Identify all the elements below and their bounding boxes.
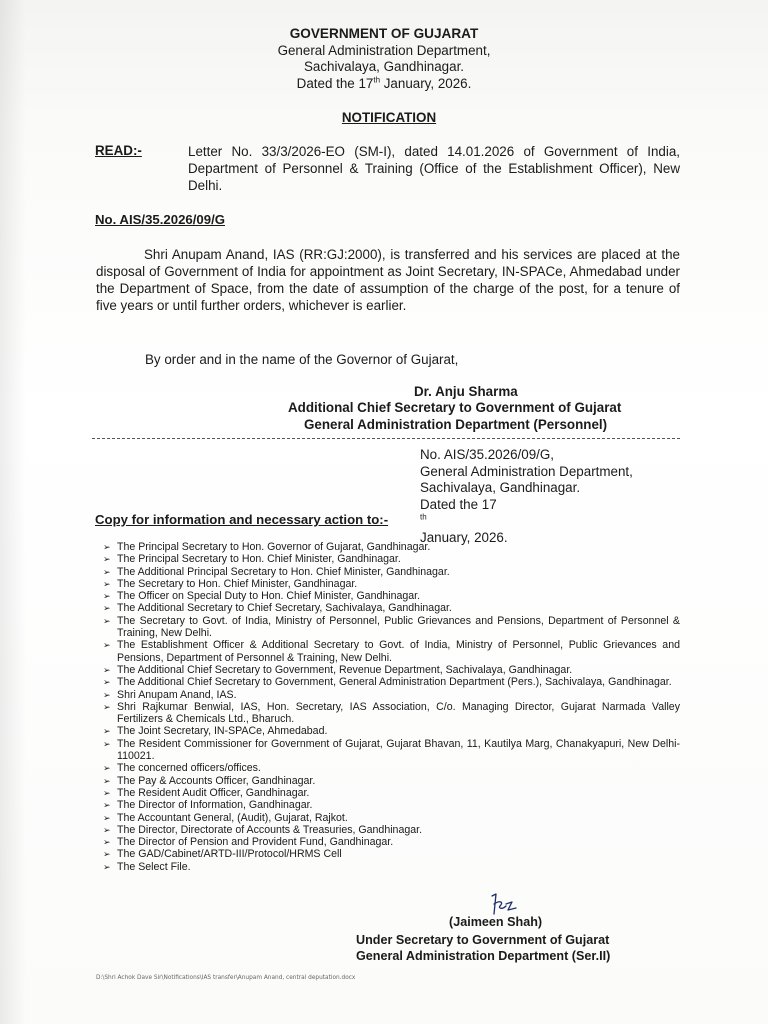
bullet-arrow-icon: ➢ (103, 763, 111, 774)
bullet-arrow-icon: ➢ (103, 812, 111, 823)
distribution-item-text: The Additional Chief Secretary to Government, General Administration Department (Pers.), Sachivalaya, Gandhinagar. (117, 676, 672, 689)
distribution-item (103, 578, 680, 590)
distribution-item (103, 590, 680, 602)
date-prefix: Dated the 17 (296, 75, 374, 91)
reference-place: Sachivalaya, Gandhinagar. (420, 480, 581, 495)
distribution-item-text: The Director of Pension and Provident Fund, Gandhinagar. (117, 836, 394, 849)
reference-date-superscript: th (420, 512, 427, 522)
reference-department: General Administration Department, (420, 463, 633, 479)
distribution-item-text: The Additional Chief Secretary to Government, Revenue Department, Sachivalaya, Gandhinagar. (117, 663, 573, 676)
distribution-item-text: The Principal Secretary to Hon. Chief Minister, Gandhinagar. (117, 553, 401, 566)
file-path-footer: D:\Shri Achok Dave Sir\Notifications\IAS transfer\Anupam Anand, central deputation.docx (96, 975, 356, 981)
copy-to-heading: Copy for information and necessary action to:- (95, 512, 389, 527)
distribution-item-text: The Joint Secretary, IN-SPACe, Ahmedabad. (117, 725, 328, 738)
signatory-department: General Administration Department (Personnel) (304, 417, 608, 432)
date-superscript: th (373, 75, 381, 85)
distribution-item (103, 676, 680, 688)
bullet-arrow-icon: ➢ (103, 615, 111, 626)
distribution-item (103, 799, 680, 811)
place-line: Sachivalaya, Gandhinagar. (303, 59, 465, 74)
distribution-item-text: The Director, Directorate of Accounts & Treasuries, Gandhinagar. (117, 823, 423, 836)
reference-date-prefix: Dated the 17 (420, 496, 497, 512)
read-label (95, 143, 142, 158)
distribution-item (103, 787, 680, 799)
distribution-item (103, 602, 680, 614)
distribution-item-text: The Director of Information, Gandhinagar. (117, 799, 313, 812)
distribution-item (103, 812, 680, 824)
distribution-item-text: The Additional Principal Secretary to Hon. Chief Minister, Gandhinagar. (117, 565, 450, 578)
distribution-item (103, 639, 680, 664)
date-suffix: January, 2026. (380, 75, 472, 91)
read-reference-text: Letter No. 33/3/2026-EO (SM-I), dated 14.01.2026 of Government of India, Department of Personnel & Training (Office of the Establishment Officer), New Delhi. (188, 144, 680, 193)
distribution-item-text: The Officer on Special Duty to Hon. Chief Minister, Gandhinagar. (117, 590, 421, 603)
bullet-arrow-icon: ➢ (103, 824, 111, 835)
bullet-arrow-icon: ➢ (103, 566, 111, 577)
bullet-arrow-icon: ➢ (103, 542, 111, 552)
government-title: GOVERNMENT OF GUJARAT (289, 26, 479, 41)
by-order-line: By order and in the name of the Governor of Gujarat, (145, 352, 459, 367)
distribution-item-text: The Select File. (117, 860, 191, 873)
distribution-item (103, 762, 680, 774)
distribution-item-text: The GAD/Cabinet/ARTD-III/Protocol/HRMS Cell (117, 848, 342, 861)
distribution-item (103, 861, 680, 873)
bullet-arrow-icon: ➢ (103, 837, 111, 848)
signatory-name: Dr. Anju Sharma (414, 384, 518, 399)
distribution-item-text: Shri Anupam Anand, IAS. (117, 688, 237, 701)
distribution-item-text: Shri Rajkumar Benwial, IAS, Hon. Secretary, IAS Association, C/o. Managing Director, Gujarat Narmada Valley Fertilizers & Chemicals Ltd., Bharuch. (117, 700, 680, 726)
bullet-arrow-icon: ➢ (103, 554, 111, 565)
bullet-arrow-icon: ➢ (103, 578, 111, 589)
bullet-arrow-icon: ➢ (103, 701, 111, 712)
distribution-item-text: The Accountant General, (Audit), Gujarat, Rajkot. (117, 811, 348, 824)
bullet-arrow-icon: ➢ (103, 787, 111, 798)
distribution-item (103, 664, 680, 676)
bullet-arrow-icon: ➢ (103, 689, 111, 700)
bullet-arrow-icon: ➢ (103, 849, 111, 860)
bullet-arrow-icon: ➢ (103, 800, 111, 811)
reference-number: No. AIS/35.2026/09/G, (420, 447, 554, 462)
notification-heading: NOTIFICATION (341, 110, 437, 125)
bullet-arrow-icon: ➢ (103, 640, 111, 651)
page-edge-shadow (0, 0, 26, 1024)
distribution-item (103, 738, 680, 763)
bullet-arrow-icon: ➢ (103, 603, 111, 614)
distribution-item-text: The Resident Commissioner for Government of Gujarat, Gujarat Bhavan, 11, Kautilya Marg, Chanakyapuri, New Delhi-110021. (117, 737, 680, 763)
distribution-item (103, 836, 680, 848)
distribution-item (103, 541, 680, 553)
letterhead (0, 26, 768, 92)
under-secretary-name: (Jaimeen Shah) (449, 915, 543, 929)
bullet-arrow-icon: ➢ (103, 738, 111, 749)
distribution-item (103, 824, 680, 836)
reference-block (420, 447, 633, 546)
read-label-text: READ:- (95, 143, 142, 158)
department-line: General Administration Department, (277, 42, 491, 58)
reference-date-suffix: January, 2026. (420, 529, 508, 545)
distribution-item (103, 725, 680, 737)
distribution-item-text: The Principal Secretary to Hon. Governor of Gujarat, Gandhinagar. (117, 541, 431, 553)
bullet-arrow-icon: ➢ (103, 677, 111, 688)
distribution-item-text: The Additional Secretary to Chief Secretary, Sachivalaya, Gandhinagar. (117, 602, 452, 615)
distribution-item-text: The Establishment Officer & Additional Secretary to Govt. of India, Ministry of Personnel, Public Grievances and Pensions, Department of Personnel & Training, New Delhi. (117, 639, 680, 664)
signatory-designation: Additional Chief Secretary to Government of Gujarat (288, 400, 622, 415)
bullet-arrow-icon: ➢ (103, 664, 111, 675)
reference-date (420, 497, 633, 547)
distribution-item (103, 701, 680, 726)
distribution-item-text: The Pay & Accounts Officer, Gandhinagar. (117, 774, 316, 787)
bullet-arrow-icon: ➢ (103, 861, 111, 872)
distribution-item-text: The Secretary to Govt. of India, Ministry of Personnel, Public Grievances and Pensions, Department of Personnel & Training, New Delhi. (117, 614, 680, 640)
under-secretary-designation: Under Secretary to Government of Gujarat (356, 933, 610, 947)
distribution-item (103, 775, 680, 787)
bullet-arrow-icon: ➢ (103, 591, 111, 602)
distribution-item (103, 553, 680, 565)
distribution-item (103, 689, 680, 701)
distribution-item (103, 615, 680, 640)
distribution-list (103, 541, 680, 873)
under-secretary-department: General Administration Department (Ser.II) (356, 949, 611, 963)
order-number: No. AIS/35.2026/09/G (95, 212, 225, 227)
distribution-item-text: The Secretary to Hon. Chief Minister, Gandhinagar. (117, 577, 358, 590)
distribution-item (103, 848, 680, 860)
order-body-paragraph: Shri Anupam Anand, IAS (RR:GJ:2000), is transferred and his services are placed at the disposal of Government of India for appointment as Joint Secretary, IN-SPACe, Ahmedabad under the Department of Space, from the date of assumption of the charge of the post, for a tenure of five years or until further orders, whichever is earlier. (96, 247, 680, 313)
distribution-item (103, 566, 680, 578)
date-line (0, 76, 768, 93)
distribution-item-text: The concerned officers/offices. (117, 762, 261, 775)
distribution-item-text: The Resident Audit Officer, Gandhinagar. (117, 786, 310, 799)
dashed-divider (92, 438, 680, 439)
bullet-arrow-icon: ➢ (103, 775, 111, 786)
bullet-arrow-icon: ➢ (103, 726, 111, 737)
